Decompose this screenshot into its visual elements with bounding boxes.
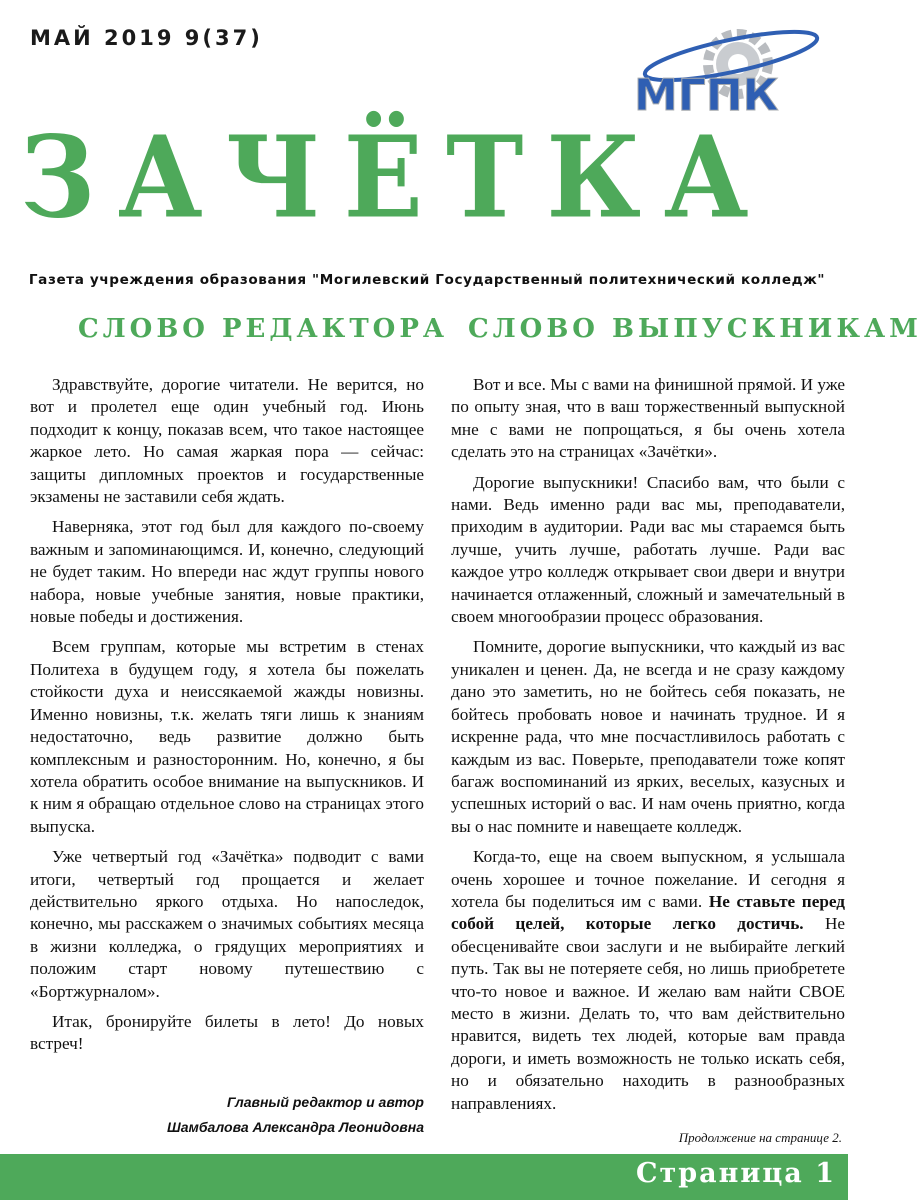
newspaper-title: ЗАЧЁТКА [20,110,772,244]
editor-column [30,374,424,1064]
signature-name: Шамбалова Александра Леонидовна [167,1119,424,1135]
signature-role: Главный редактор и автор [226,1094,424,1110]
paragraph-intro: Когда-то, еще на своем выпускном, я услышала очень хорошее и точное пожелание. И сегодня я хотела бы поделиться им с вами. [451,847,845,911]
editor-column-heading: СЛОВО РЕДАКТОРА [78,314,449,344]
paragraph [451,846,845,1115]
paragraph-rest: Не обесценивайте свои заслуги и не выбирайте легкий путь. Так вы не потеряете себя, но лишь приобретете что-то новое и важное. И желаю вам найти СВОЕ место в жизни. Делать то, что вам действительно нравится, видеть тех людей, которые вам правда дороги, и иметь возможность не только искать себя, но и обязательно находить в разнообразных направлениях. [451,914,845,1113]
page-number: Страница 1 [635,1158,836,1189]
paragraph-emphasis: Не ставьте перед собой целей, которые легко достичь. [451,891,845,934]
footer-bar [0,1154,848,1200]
logo-text: МГПК [634,70,779,121]
paragraph: Помните, дорогие выпускники, что каждый из вас уникален и ценен. Да, не всегда и не сразу каждому дано это заметить, но не бойтесь себя показать, не бойтесь пробовать новое и начинать трудное. И я искренне рада, что мне посчастливилось работать с каждым из вас. Поверьте, преподаватели тоже копят багаж воспоминаний из ярких, веселых, казусных и успешных историй о вас. И нам очень приятно, когда вы о нас помните и навещаете колледж. [451,637,845,836]
paragraph: Вот и все. Мы с вами на финишной прямой. И уже по опыту зная, что в ваш торжественный выпускной мне с вами не попрощаться, я бы очень хотела сделать это на страницах «Зачётки». [451,375,845,462]
issue-date: МАЙ 2019 9(37) [30,26,263,50]
newspaper-subtitle: Газета учреждения образования "Могилевский Государственный политехнический колледж" [28,272,826,288]
continuation-note: Продолжение на странице 2. [678,1130,842,1145]
paragraph: Наверняка, этот год был для каждого по-своему важным и запоминающимся. И, конечно, следующий не будет таким. Но впереди нас ждут группы нового набора, новые учебные занятия, новые практики, новые победы и достижения. [30,517,424,627]
paragraph: Итак, бронируйте билеты в лето! До новых встреч! [30,1011,424,1054]
paragraph: Всем группам, которые мы встретим в стенах Политеха в будущем году, я хотела бы пожелать стойкости духа и неиссякаемой жажды новизны. Именно новизны, т.к. желать тяги лишь к знаниям недостаточно, ведь развитие должно быть комплексным и разносторонним. Но, конечно, я бы хотела обратить особое внимание на выпускников. И к ним я обращаю отдельное слово на страницах этого выпуска. [30,637,424,836]
paragraph: Дорогие выпускники! Спасибо вам, что были с нами. Ведь именно ради вас мы, преподаватели, приходим в аудитории. Ради вас мы стараемся быть лучше, учить лучше, работать лучше. Ради вас каждое утро колледж открывает свои двери и внутри начинается отлаженный, сложный и замечательный в своем многообразии процесс образования. [451,472,845,627]
graduates-column [451,374,845,1123]
paragraph: Здравствуйте, дорогие читатели. Не верится, но вот и пролетел еще один учебный год. Июнь подходит к концу, показав всем, что такое настоящее жаркое лето. Но самая жаркая пора — сейчас: защиты дипломных проектов и государственные экзамены не заставили себя ждать. [30,375,424,507]
graduates-column-heading: СЛОВО ВЫПУСКНИКАМ [468,314,922,344]
paragraph: Уже четвертый год «Зачётка» подводит с вами итоги, четвертый год прощается и желает действительно яркого отдыха. Но напоследок, конечно, мы расскажем о значимых событиях месяца в жизни колледжа, о грядущих мероприятиях и положим старт новому путешествию с «Бортжурналом». [30,847,424,1001]
editor-signature [167,1090,424,1140]
